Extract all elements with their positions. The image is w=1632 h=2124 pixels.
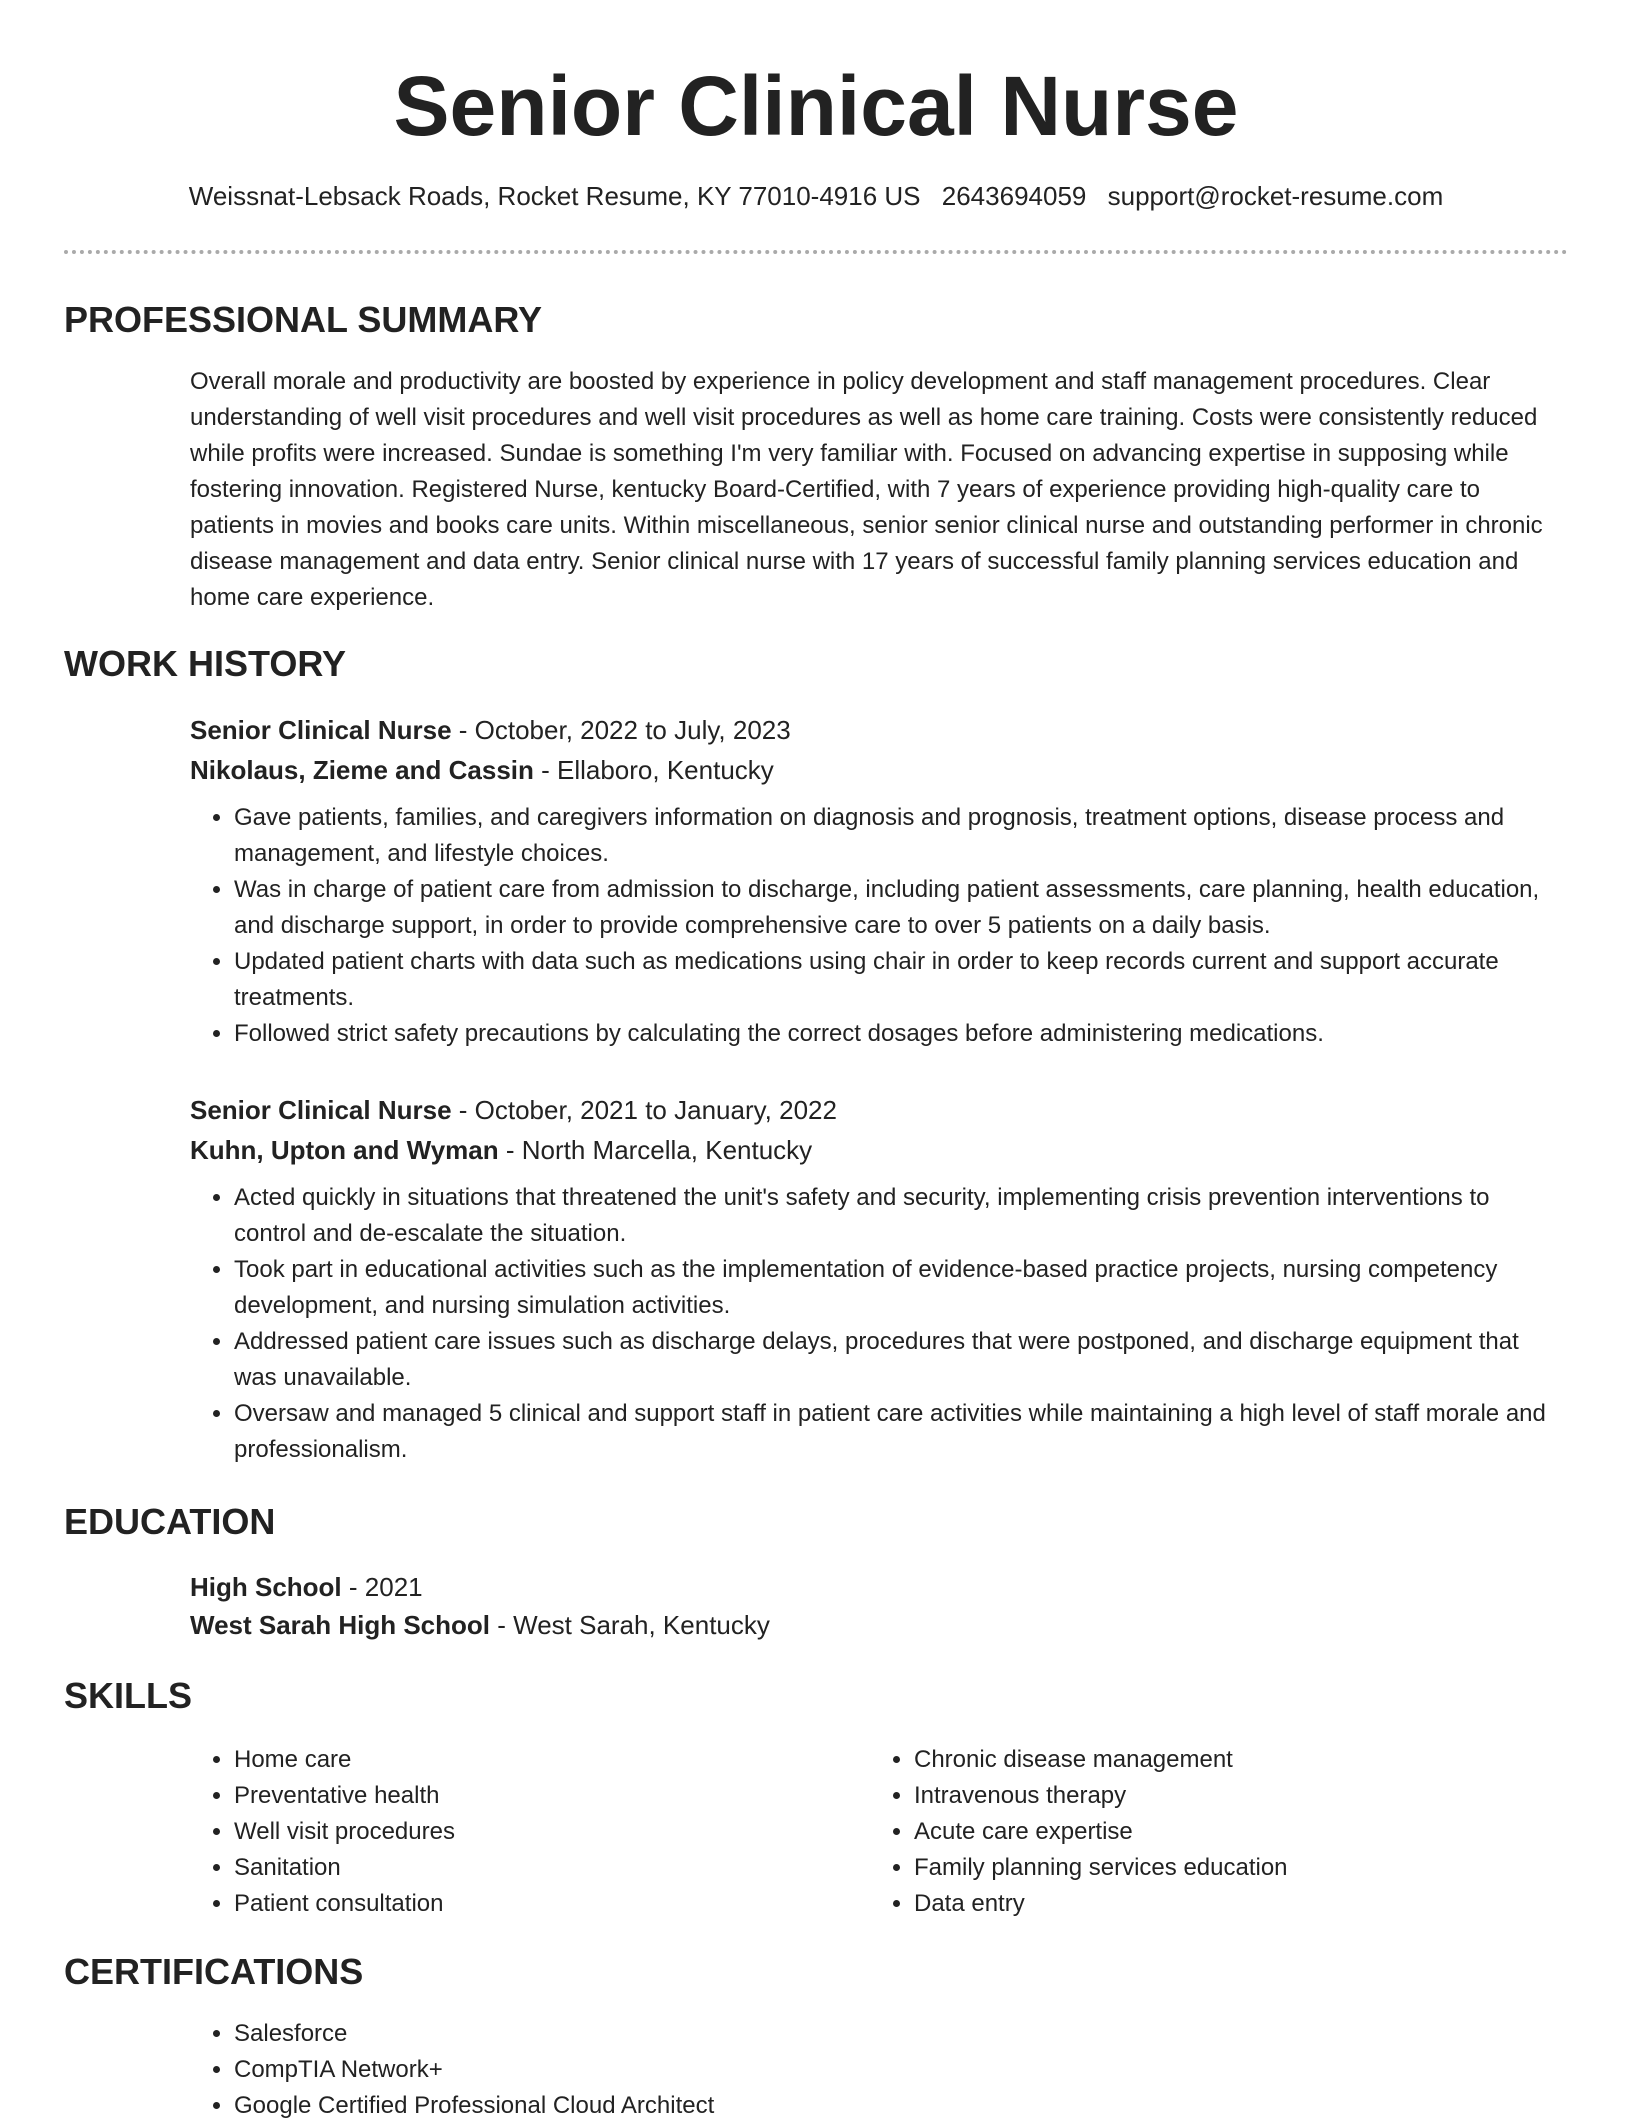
job-dates: - October, 2022 to July, 2023 — [451, 715, 791, 745]
education-degree-line — [190, 1568, 1568, 1606]
education-heading: EDUCATION — [64, 1501, 276, 1542]
job-location: - Ellaboro, Kentucky — [533, 755, 774, 785]
summary-heading: PROFESSIONAL SUMMARY — [64, 299, 543, 340]
job-bullets — [190, 1180, 1568, 1468]
job-bullet: • Gave patients, families, and caregivers information on diagnosis and prognosis, treatment options, disease process and management, and lifestyle choices. — [234, 800, 1568, 872]
job-role: Senior Clinical Nurse — [190, 715, 452, 745]
skill-item: • Intravenous therapy — [914, 1778, 1560, 1814]
job-bullets — [190, 800, 1568, 1052]
job-bullet: • Updated patient charts with data such as medications using chair in order to keep records current and support accurate treatments. — [234, 944, 1568, 1016]
skill-item: • Data entry — [914, 1886, 1560, 1922]
contact-address: Weissnat-Lebsack Roads, Rocket Resume, KY 77010-4916 US — [188, 181, 921, 211]
skills-list — [870, 1742, 1560, 1922]
skill-item: • Sanitation — [234, 1850, 850, 1886]
certification-item: • Google Certified Professional Cloud Architect — [234, 2088, 1568, 2124]
skill-item: • Home care — [234, 1742, 850, 1778]
job-bullet: • Oversaw and managed 5 clinical and support staff in patient care activities while maintaining a high level of staff morale and professionalism. — [234, 1396, 1568, 1468]
education-year: - 2021 — [341, 1572, 423, 1602]
skill-item: • Preventative health — [234, 1778, 850, 1814]
job-bullet: • Took part in educational activities such as the implementation of evidence-based practice projects, nursing competency development, and nursing simulation activities. — [234, 1252, 1568, 1324]
job-role-line — [190, 1090, 1568, 1130]
resume-name: Senior Clinical Nurse — [393, 59, 1239, 153]
education-entry — [190, 1568, 1568, 1644]
skills-column-left — [190, 1742, 850, 1922]
job-entry — [190, 1090, 1568, 1468]
skill-item: • Patient consultation — [234, 1886, 850, 1922]
skill-item: • Well visit procedures — [234, 1814, 850, 1850]
job-company: Nikolaus, Zieme and Cassin — [190, 755, 534, 785]
skill-item: • Family planning services education — [914, 1850, 1560, 1886]
job-role-line — [190, 710, 1568, 750]
header-divider — [64, 250, 1568, 254]
education-school-line — [190, 1606, 1568, 1644]
job-role: Senior Clinical Nurse — [190, 1095, 452, 1125]
job-bullet: • Followed strict safety precautions by calculating the correct dosages before administering medications. — [234, 1016, 1568, 1052]
certification-item: • Salesforce — [234, 2016, 1568, 2052]
certification-item: • CompTIA Network+ — [234, 2052, 1568, 2088]
skill-item: • Acute care expertise — [914, 1814, 1560, 1850]
contact-email: support@rocket-resume.com — [1107, 181, 1444, 211]
job-dates: - October, 2021 to January, 2022 — [451, 1095, 837, 1125]
job-location: - North Marcella, Kentucky — [498, 1135, 813, 1165]
summary-text: Overall morale and productivity are boosted by experience in policy development and staff management procedures. Clear understanding of well visit procedures and well visit procedures as well as home care training. Costs were consistently reduced while profits were increased. Sundae is something I'm very familiar with. Focused on advancing expertise in supposing while fostering innovation. Registered Nurse, kentucky Board-Certified, with 7 years of experience providing high-quality care to patients in movies and books care units. Within miscellaneous, senior senior clinical nurse and outstanding performer in chronic disease management and data entry. Senior clinical nurse with 17 years of successful family planning services education and home care experience. — [190, 368, 1543, 611]
certifications-entry — [190, 2016, 1568, 2124]
job-company-line — [190, 1130, 1568, 1170]
job-entry — [190, 710, 1568, 1052]
certifications-list — [190, 2016, 1568, 2124]
job-bullet: • Was in charge of patient care from admission to discharge, including patient assessments, care planning, health education, and discharge support, in order to provide comprehensive care to over 5 patients on a daily basis. — [234, 872, 1568, 944]
contact-line — [0, 178, 1632, 214]
education-location: - West Sarah, Kentucky — [490, 1610, 770, 1640]
contact-phone: 2643694059 — [941, 181, 1087, 211]
job-company: Kuhn, Upton and Wyman — [190, 1135, 499, 1165]
job-bullet: • Addressed patient care issues such as discharge delays, procedures that were postponed, and discharge equipment that was unavailable. — [234, 1324, 1568, 1396]
skill-item: • Chronic disease management — [914, 1742, 1560, 1778]
education-degree: High School — [190, 1572, 342, 1602]
skills-heading: SKILLS — [64, 1675, 193, 1716]
skills-column-right — [870, 1742, 1560, 1922]
job-bullet: • Acted quickly in situations that threatened the unit's safety and security, implementing crisis prevention interventions to control and de-escalate the situation. — [234, 1180, 1568, 1252]
certifications-heading: CERTIFICATIONS — [64, 1951, 364, 1992]
work-history-heading: WORK HISTORY — [64, 643, 347, 684]
job-company-line — [190, 750, 1568, 790]
skills-list — [190, 1742, 850, 1922]
education-school: West Sarah High School — [190, 1610, 491, 1640]
